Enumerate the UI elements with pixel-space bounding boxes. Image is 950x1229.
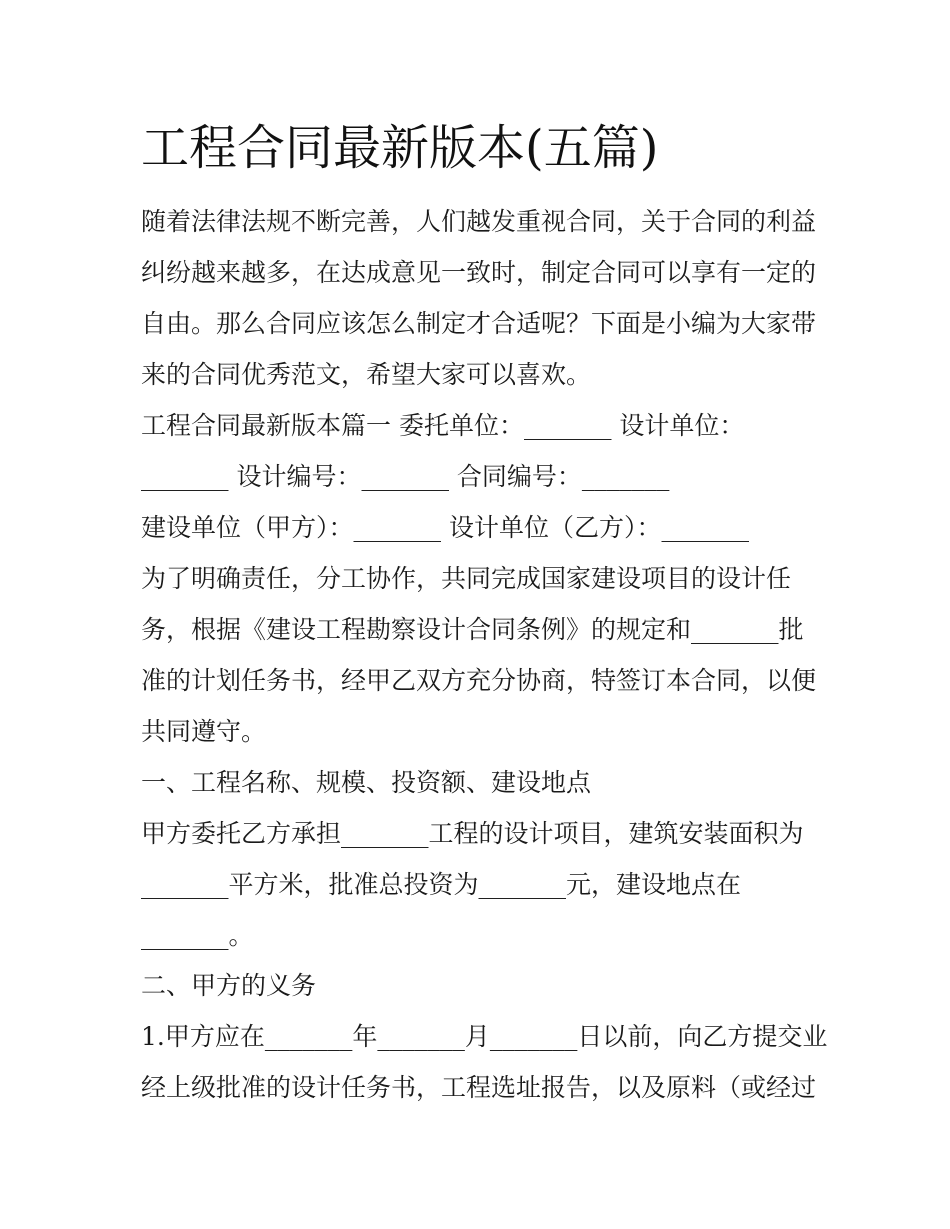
paragraph-intro-line-2: 纠纷越来越多，在达成意见一致时，制定合同可以享有一定的 bbox=[141, 258, 817, 287]
section-one-line-3: _______。 bbox=[141, 921, 254, 950]
preamble-line-2: 务，根据《建设工程勘察设计合同条例》的规定和_______批 bbox=[141, 615, 804, 644]
section-one-line-1: 甲方委托乙方承担_______工程的设计项目，建筑安装面积为 bbox=[141, 819, 804, 848]
section-two-line-2: 经上级批准的设计任务书，工程选址报告，以及原料（或经过 bbox=[141, 1073, 817, 1102]
contract-parties-line: 建设单位（甲方）：_______ 设计单位（乙方）：_______ bbox=[141, 513, 749, 542]
section-two-heading: 二、甲方的义务 bbox=[141, 971, 317, 1000]
section-one-line-2: _______平方米，批准总投资为_______元，建设地点在 bbox=[141, 870, 742, 899]
section-two-line-1: 1.甲方应在_______年_______月_______日以前，向乙方提交业 bbox=[141, 1022, 828, 1051]
contract-header-line-1: 工程合同最新版本篇一 委托单位：_______ 设计单位： bbox=[141, 411, 745, 440]
paragraph-intro-line-4: 来的合同优秀范文，希望大家可以喜欢。 bbox=[141, 360, 592, 389]
contract-header-line-2: _______ 设计编号：_______ 合同编号：_______ bbox=[141, 462, 670, 491]
preamble-line-1: 为了明确责任，分工协作，共同完成国家建设项目的设计任 bbox=[141, 564, 792, 593]
section-one-heading: 一、工程名称、规模、投资额、建设地点 bbox=[141, 768, 592, 797]
preamble-line-4: 共同遵守。 bbox=[141, 717, 267, 746]
document-title: 工程合同最新版本(五篇) bbox=[141, 120, 659, 176]
paragraph-intro-line-3: 自由。那么合同应该怎么制定才合适呢？下面是小编为大家带 bbox=[141, 309, 817, 338]
preamble-line-3: 准的计划任务书，经甲乙双方充分协商，特签订本合同，以便 bbox=[141, 666, 817, 695]
paragraph-intro-line-1: 随着法律法规不断完善，人们越发重视合同，关于合同的利益 bbox=[141, 207, 817, 236]
